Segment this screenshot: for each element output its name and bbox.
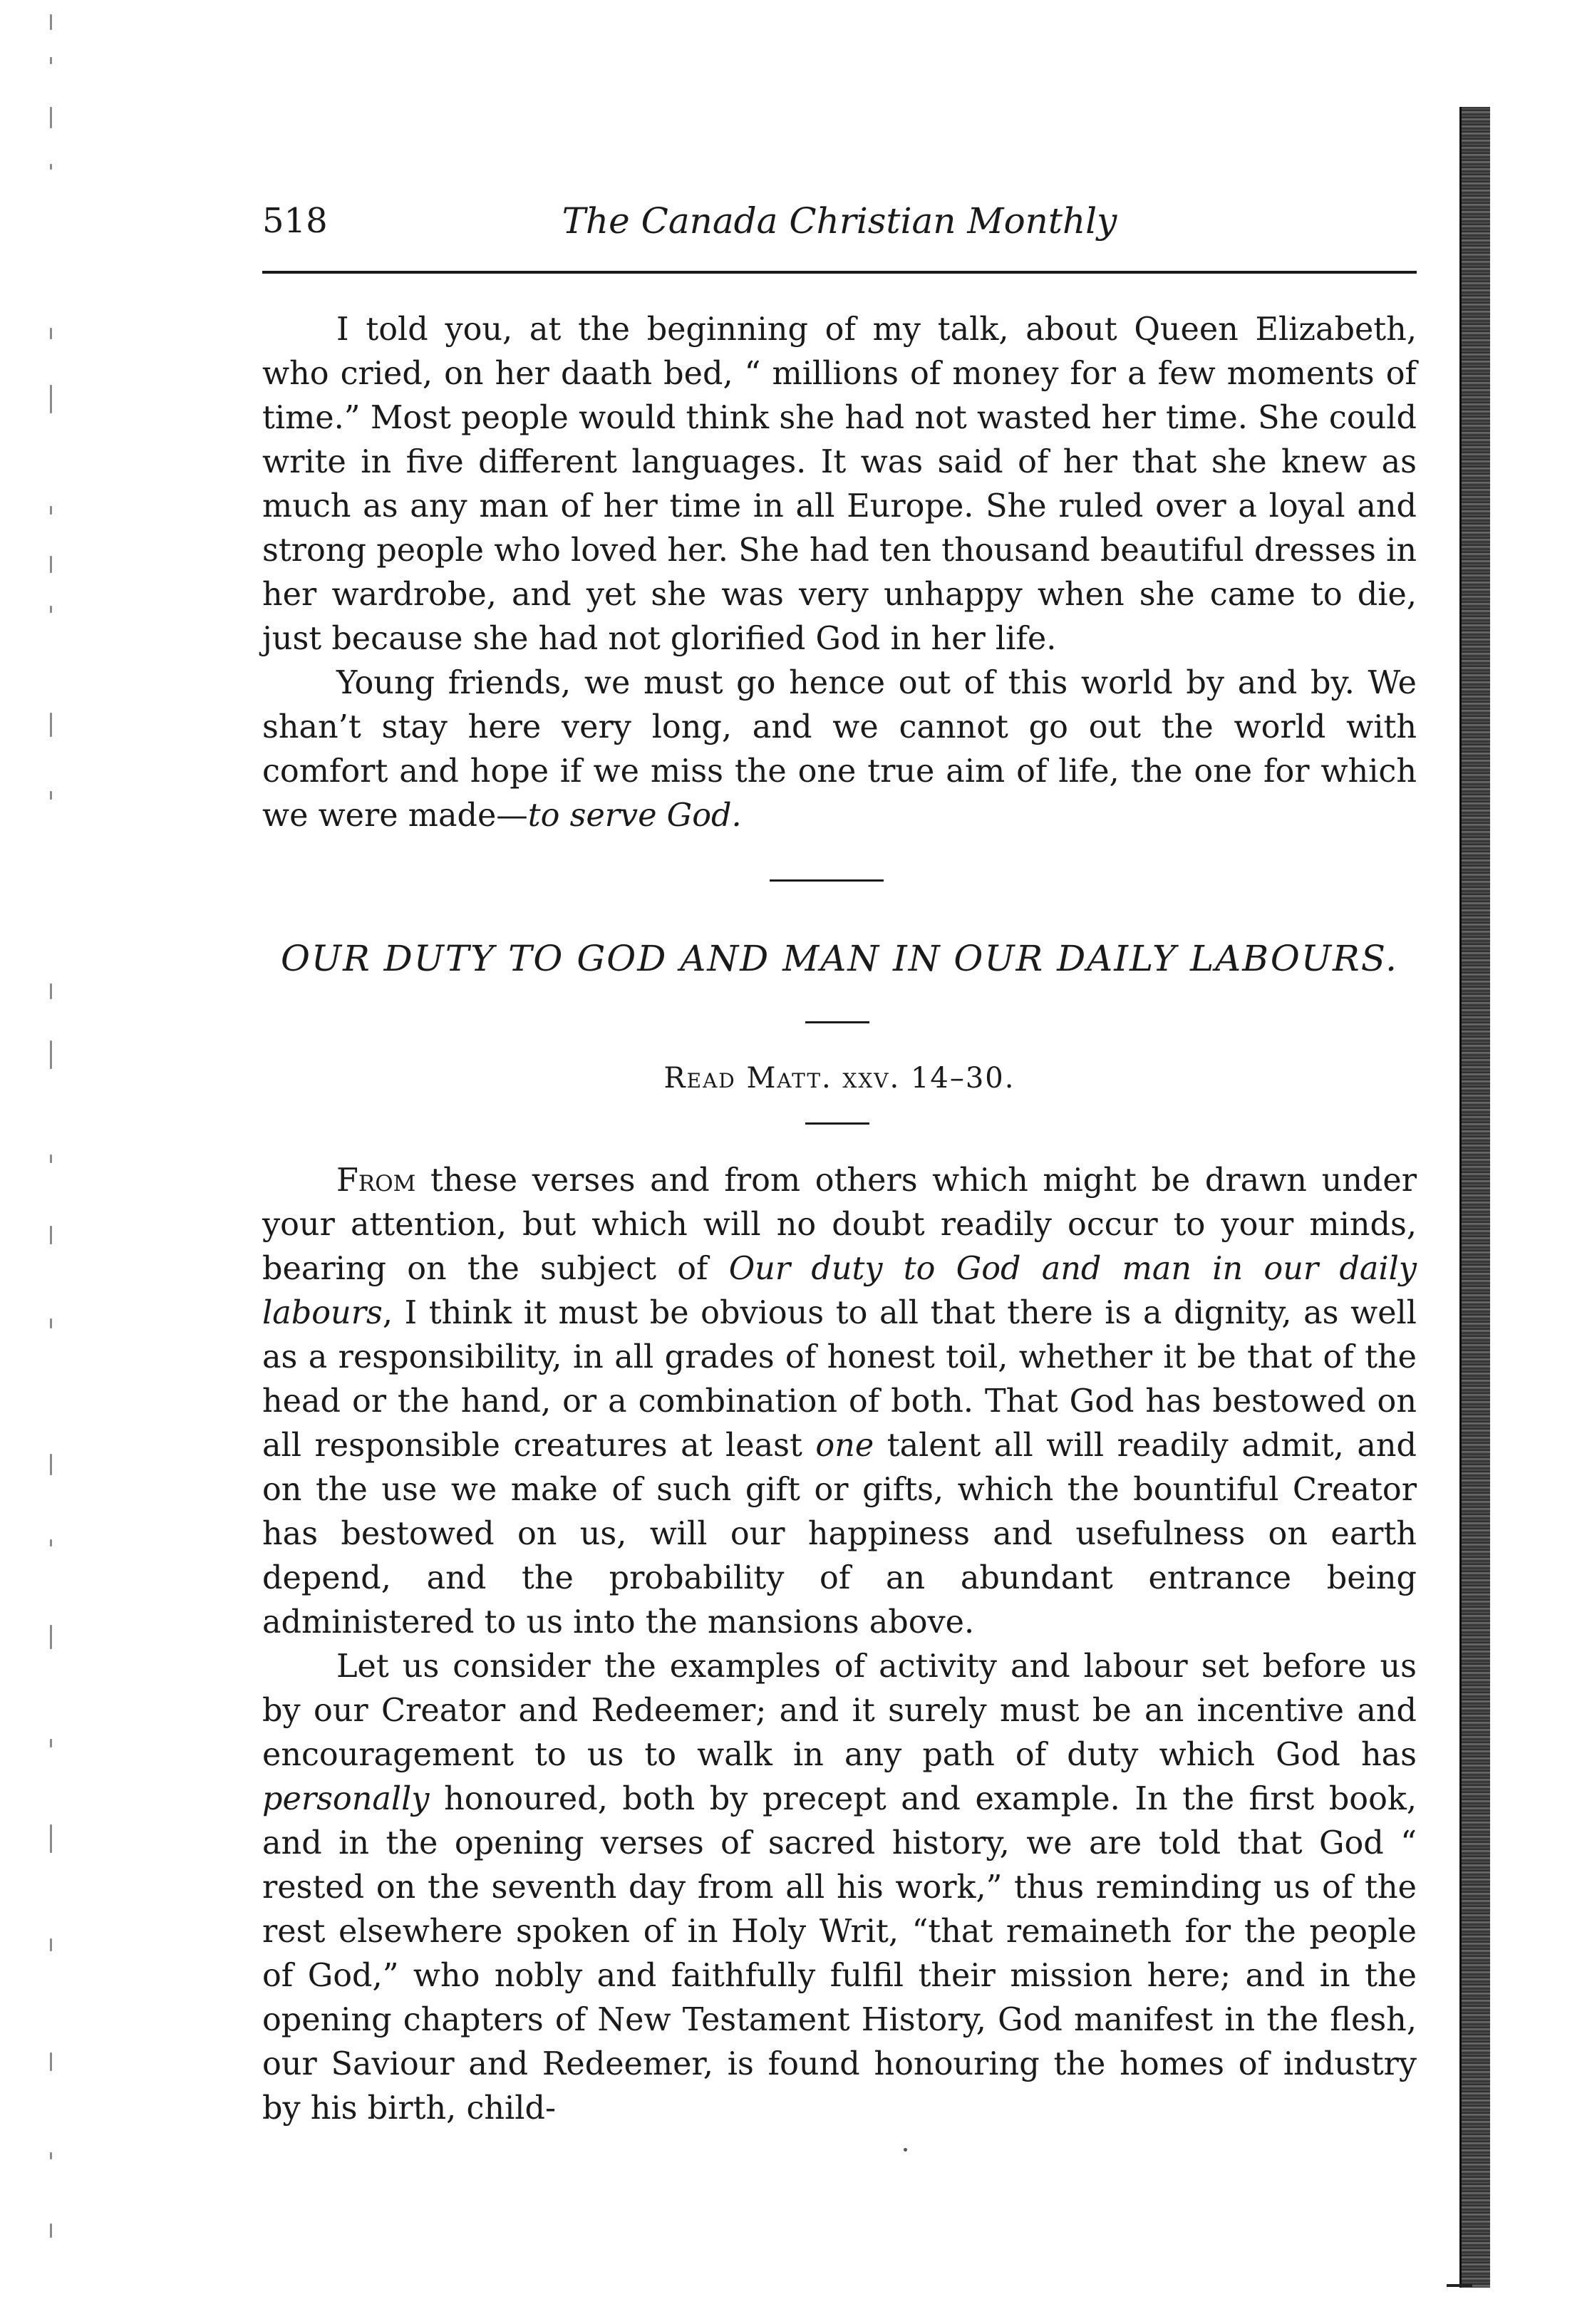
ink-speck [904, 2148, 907, 2152]
margin-scan-artifacts [50, 14, 78, 2295]
scripture-reading: Read Matt. xxv. 14–30. [663, 1062, 1015, 1095]
intro-paragraph-1: I told you, at the beginning of my talk, about Queen Elizabeth, who cried, on her daath bed, “ millions of money for a few moments of time.” Most people would think she had not wasted her time. She could write in five different languages. It was said of her that she knew as much as any man of her time in all Europe. She ruled over a loyal and strong people who loved her. She had ten thousand beautiful dresses in her wardrobe, and yet she was very unhappy when she came to die, just because she had not glorified God in her life. [262, 311, 1417, 657]
intro-paragraph-2 [262, 661, 1417, 838]
article-paragraph-2 [262, 1645, 1417, 2131]
article-paragraph-1-text-b: , I think it must be obvious to all that there is a dignity, as well as a responsibility, in all grades of honest toil, whether it be that of the head or the hand, or a combination of both. That God has bestowed on all responsible creatures at least [262, 1295, 1417, 1464]
intro-paragraph-2-italic: to serve God. [527, 797, 742, 834]
article-paragraph-1-text-c: talent all will readily admit, and on the use we make of such gift or gifts, which the bountiful Creator has bestowed on us, will our happiness and usefulness on earth depend, and the probability of an abundant entrance being administered to us into the mansions above. [262, 1427, 1417, 1641]
header-rule [262, 271, 1417, 274]
article-title: OUR DUTY TO GOD AND MAN IN OUR DAILY LABOURS. [280, 938, 1399, 979]
article-paragraph-2-italic: personally [262, 1781, 430, 1817]
intro-text [262, 308, 1417, 838]
page-number: 518 [262, 201, 328, 241]
article-paragraph-1-text-a: these verses and from others which might be drawn under your attention, but which will no doubt readily occur to your minds, bearing on the subject of [262, 1162, 1417, 1287]
title-rule [805, 1021, 869, 1023]
intro-paragraph-2-text: Young friends, we must go hence out of this world by and by. We shan’t stay here very long, and we cannot go out the world with comfort and hope if we miss the one true aim of life, the one for which we were made— [262, 665, 1417, 834]
book-binding-edge [1459, 107, 1490, 2288]
article-paragraph-1-italic-a: Our duty to God and man in our daily labours [262, 1251, 1417, 1331]
article-paragraph-2-text-a: Let us consider the examples of activity and labour set before us by our Creator and Redeemer; and it surely must be an incentive and encouragement to us to walk in any path of duty which God has [262, 1648, 1417, 1773]
article-paragraph-1 [262, 1159, 1417, 1645]
running-head [262, 201, 1417, 244]
article-paragraph-1-italic-b: one [815, 1427, 874, 1464]
drop-word: From [336, 1162, 416, 1199]
section-divider [770, 879, 884, 882]
article-body [262, 1159, 1417, 2131]
article-paragraph-2-text-b: honoured, both by precept and example. In the first book, and in the opening verses of sacred history, we are told that God “ rested on the seventh day from all his work,” thus reminding us of the rest elsewhere spoken of in Holy Writ, “that remaineth for the people of God,” who nobly and faithfully fulfil their mission here; and in the opening chapters of New Testament History, God manifest in the flesh, our Saviour and Redeemer, is found honouring the homes of industry by his birth, child- [262, 1781, 1417, 2127]
binding-foot-mark [1447, 2284, 1472, 2287]
journal-title: The Canada Christian Monthly [562, 200, 1117, 242]
reading-rule [805, 1122, 869, 1125]
